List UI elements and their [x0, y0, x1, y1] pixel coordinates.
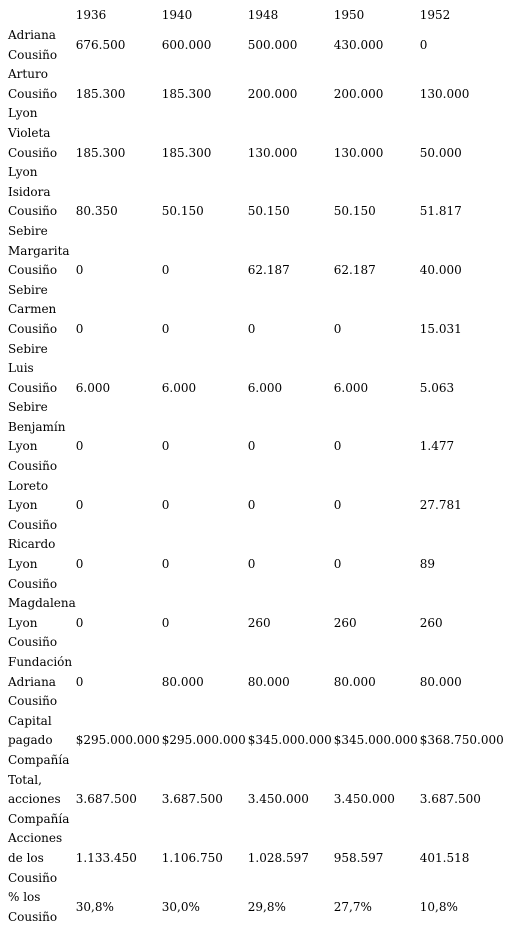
row-label: [5, 771, 76, 830]
value-cell: 3.687.500: [419, 792, 481, 807]
value-cell: $345.000.000: [333, 733, 418, 748]
value-cell: 0: [247, 557, 256, 572]
value-cell: 62.187: [247, 263, 290, 278]
table-row: [5, 477, 506, 536]
row-label-line: Adriana: [8, 674, 56, 689]
row-label-line: Sebire: [8, 400, 48, 415]
value-cell: 0: [75, 557, 84, 572]
value-cell: 3.687.500: [75, 792, 137, 807]
value-cell: 130.000: [247, 145, 298, 160]
value-cell: 0: [75, 321, 84, 336]
value-cell: 260: [247, 615, 271, 630]
value-cell: 10,8%: [419, 899, 458, 914]
row-label-line: Ricardo: [8, 537, 56, 552]
value-cell: 185.300: [161, 145, 212, 160]
row-label: [5, 124, 76, 183]
value-cell: 185.300: [75, 145, 126, 160]
value-cell: 80.350: [75, 204, 118, 219]
row-label: [5, 535, 76, 594]
value-cell: 0: [161, 615, 170, 630]
value-cell: 958.597: [333, 850, 384, 865]
row-label-line: Adriana: [8, 28, 56, 42]
row-label-line: Cousiño: [8, 517, 58, 532]
year-header: 1950: [333, 7, 365, 22]
value-cell: 3.450.000: [333, 792, 395, 807]
row-label-line: Lyon: [8, 615, 38, 630]
row-label: [5, 829, 76, 888]
value-cell: 0: [333, 439, 342, 454]
value-cell: 430.000: [333, 37, 384, 52]
table-row: [5, 594, 506, 653]
row-label: [5, 712, 76, 771]
row-label-line: % los: [8, 890, 41, 905]
value-cell: 80.000: [161, 674, 204, 689]
value-cell: 80.000: [247, 674, 290, 689]
value-cell: 3.687.500: [161, 792, 223, 807]
table-row: [5, 771, 506, 830]
value-cell: 50.150: [161, 204, 204, 219]
value-cell: 5.063: [419, 380, 455, 395]
value-cell: 89: [419, 557, 436, 572]
table-row: [5, 26, 506, 65]
value-cell: 80.000: [419, 674, 462, 689]
table-row: [5, 124, 506, 183]
value-cell: 185.300: [75, 86, 126, 101]
row-label-line: Violeta: [8, 125, 51, 140]
row-label-line: Acciones: [8, 831, 63, 846]
row-label-line: Lyon: [8, 498, 38, 513]
value-cell: 185.300: [161, 86, 212, 101]
value-cell: 0: [75, 498, 84, 513]
row-label-line: Compañía: [8, 811, 70, 826]
value-cell: 0: [161, 321, 170, 336]
row-label-line: Carmen: [8, 302, 57, 317]
value-cell: 51.817: [419, 204, 462, 219]
row-label-line: Loreto: [8, 478, 49, 493]
value-cell: 0: [419, 37, 428, 52]
value-cell: 200.000: [247, 86, 298, 101]
value-cell: 676.500: [75, 37, 126, 52]
value-cell: 0: [247, 321, 256, 336]
row-label-line: Lyon: [8, 439, 38, 454]
row-label: [5, 300, 76, 359]
row-label-line: Fundación: [8, 655, 73, 669]
value-cell: 0: [247, 439, 256, 454]
row-label-line: Cousiño: [8, 635, 58, 650]
row-label-line: Compañía: [8, 752, 70, 767]
row-label-line: Magdalena: [8, 596, 76, 611]
value-cell: 600.000: [161, 37, 212, 52]
value-cell: 27.781: [419, 498, 462, 513]
value-cell: 260: [333, 615, 357, 630]
year-header: 1948: [247, 7, 279, 22]
value-cell: $295.000.000: [75, 733, 160, 748]
year-header: 1940: [161, 7, 193, 22]
value-cell: 15.031: [419, 321, 462, 336]
row-label-line: Lyon: [8, 557, 38, 572]
row-label-line: Cousiño: [8, 459, 58, 474]
value-cell: 0: [161, 557, 170, 572]
value-cell: 401.518: [419, 850, 470, 865]
row-label: [5, 242, 76, 301]
value-cell: 0: [161, 498, 170, 513]
table-row: [5, 242, 506, 301]
value-cell: 0: [161, 439, 170, 454]
row-label: [5, 594, 76, 653]
row-label: [5, 26, 76, 65]
row-label-line: Cousiño: [8, 380, 58, 395]
value-cell: 6.000: [161, 380, 197, 395]
value-cell: $295.000.000: [161, 733, 246, 748]
row-label-line: acciones: [8, 792, 61, 807]
value-cell: 130.000: [419, 86, 470, 101]
year-header: 1952: [419, 7, 451, 22]
value-cell: 130.000: [333, 145, 384, 160]
row-label-line: pagado: [8, 733, 53, 748]
row-label-line: Cousiño: [8, 47, 58, 62]
value-cell: 6.000: [75, 380, 111, 395]
value-cell: 1.133.450: [75, 850, 137, 865]
header-row: [5, 5, 506, 26]
row-label-line: Cousiño: [8, 145, 58, 160]
value-cell: 0: [75, 615, 84, 630]
value-cell: 3.450.000: [247, 792, 309, 807]
row-label-line: Margarita: [8, 243, 70, 258]
value-cell: 1.477: [419, 439, 455, 454]
row-label: [5, 653, 76, 712]
value-cell: 1.106.750: [161, 850, 223, 865]
row-label: [5, 418, 76, 477]
row-label-line: Total,: [8, 772, 42, 787]
value-cell: 0: [161, 263, 170, 278]
year-header: 1936: [75, 7, 107, 22]
row-label-line: Luis: [8, 361, 34, 376]
row-label-line: Sebire: [8, 282, 48, 297]
table-row: [5, 418, 506, 477]
value-cell: 27,7%: [333, 899, 372, 914]
value-cell: 30,0%: [161, 899, 200, 914]
table-row: [5, 653, 506, 712]
table-row: [5, 65, 506, 124]
value-cell: 500.000: [247, 37, 298, 52]
value-cell: 0: [75, 674, 84, 689]
value-cell: 30,8%: [75, 899, 114, 914]
row-label-line: de los: [8, 850, 44, 865]
row-label-line: Cousiño: [8, 263, 58, 278]
value-cell: 0: [333, 321, 342, 336]
row-label-line: Cousiño: [8, 321, 58, 336]
row-label-line: Cousiño: [8, 870, 58, 885]
row-label-line: Cousiño: [8, 694, 58, 709]
value-cell: 50.150: [247, 204, 290, 219]
row-label: [5, 359, 76, 418]
row-label: [5, 477, 76, 536]
row-label-line: Benjamín: [8, 419, 66, 434]
value-cell: 40.000: [419, 263, 462, 278]
row-label-line: Lyon: [8, 165, 38, 180]
row-label-line: Cousiño: [8, 204, 58, 219]
row-label-line: Cousiño: [8, 86, 58, 101]
shareholding-table: [5, 5, 506, 927]
value-cell: $368.750.000: [419, 733, 504, 748]
row-label: [5, 183, 76, 242]
row-label-line: Sebire: [8, 223, 48, 238]
table-body: [5, 26, 506, 927]
value-cell: 29,8%: [247, 899, 286, 914]
value-cell: 0: [247, 498, 256, 513]
value-cell: 50.000: [419, 145, 462, 160]
value-cell: 80.000: [333, 674, 376, 689]
value-cell: 1.028.597: [247, 850, 309, 865]
table-row: [5, 300, 506, 359]
row-label-line: Cousiño: [8, 909, 58, 924]
row-label-line: Capital: [8, 713, 52, 728]
corner-cell: [5, 5, 76, 26]
table-row: [5, 829, 506, 888]
row-label: [5, 65, 76, 124]
value-cell: 0: [75, 263, 84, 278]
table-row: [5, 888, 506, 927]
value-cell: 6.000: [247, 380, 283, 395]
row-label-line: Arturo: [8, 67, 48, 82]
row-label: [5, 888, 76, 927]
value-cell: 62.187: [333, 263, 376, 278]
value-cell: 0: [75, 439, 84, 454]
table-row: [5, 183, 506, 242]
row-label-line: Cousiño: [8, 576, 58, 591]
value-cell: 0: [333, 498, 342, 513]
table-row: [5, 535, 506, 594]
value-cell: 50.150: [333, 204, 376, 219]
table-row: [5, 359, 506, 418]
value-cell: 0: [333, 557, 342, 572]
row-label-line: Lyon: [8, 106, 38, 121]
value-cell: 200.000: [333, 86, 384, 101]
value-cell: 260: [419, 615, 443, 630]
row-label-line: Sebire: [8, 341, 48, 356]
value-cell: $345.000.000: [247, 733, 332, 748]
value-cell: 6.000: [333, 380, 369, 395]
row-label-line: Isidora: [8, 184, 51, 199]
table-row: [5, 712, 506, 771]
